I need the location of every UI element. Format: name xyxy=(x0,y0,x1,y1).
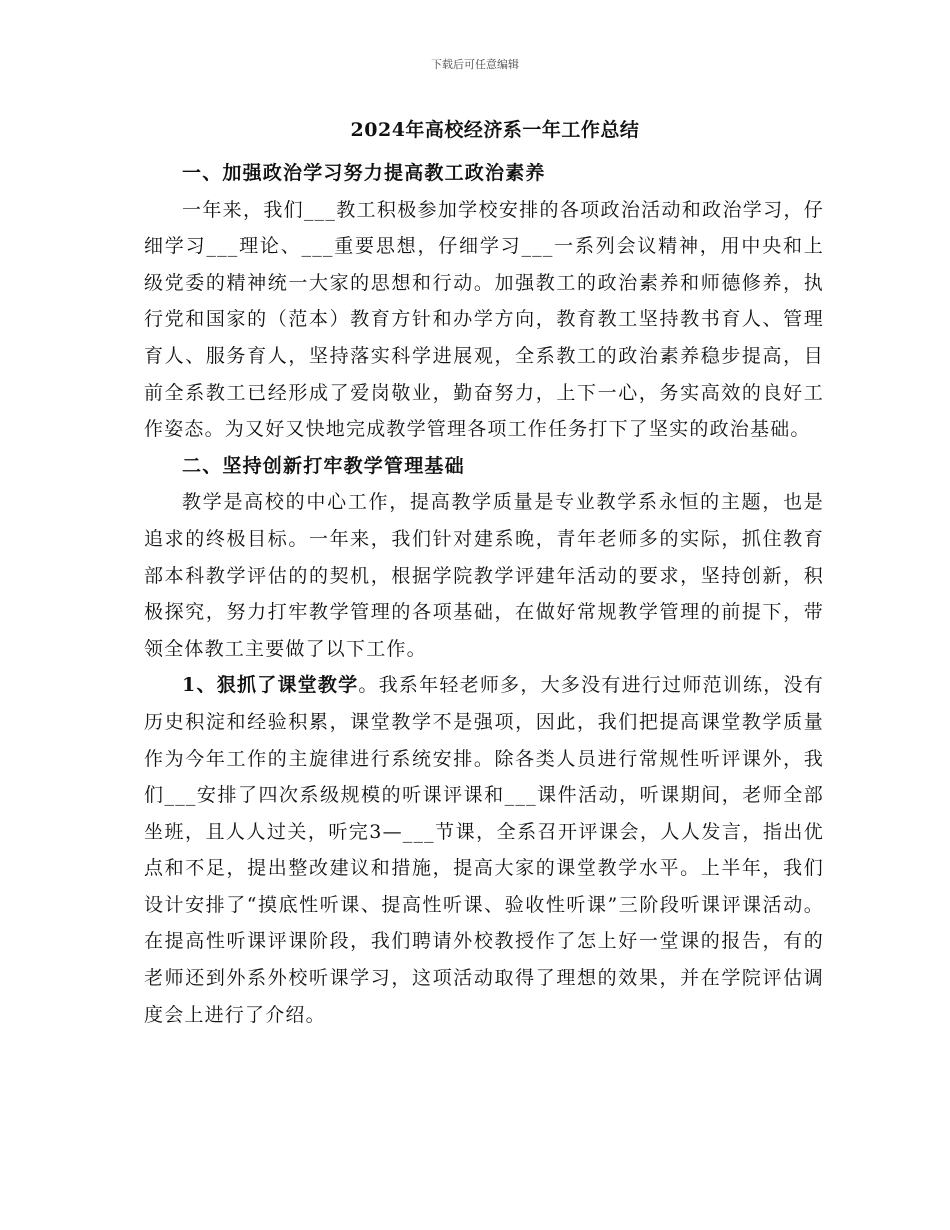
document-title: 2024年高校经济系一年工作总结 xyxy=(350,119,640,141)
section-2-paragraph: 教学是高校的中心工作，提高教学质量是专业教学系永恒的主题，也是追求的终极目标。一年来，我们针对建系晚，青年老师多的实际，抓住教育部本科教学评估的的契机，根据学院教学评建年活动的要求，坚持创新，积极探究，努力打牢教学管理的各项基础，在做好常规教学管理的前提下，带领全体教工主要做了以下工作。 xyxy=(144,491,824,660)
item-1-body: 。我系年轻老师多，大多没有进行过师范训练，没有历史积淀和经验积累，课堂教学不是强项，因此，我们把提高课堂教学质量作为今年工作的主旋律进行系统安排。除各类人员进行常规性听评课外，我们___安排了四次系级规模的听课评课和___课件活动，听课期间，老师全部坐班，且人人过关，听完3—___节课，全系召开评课会，人人发言，指出优点和不足，提出整改建议和措施，提高大家的课堂教学水平。上半年，我们设计安排了“摸底性听课、提高性听课、验收性听课”三阶段听课评课活动。在提高性听课评课阶段，我们聘请外校教授作了怎上好一堂课的报告，有的老师还到外系外校听课学习，这项活动取得了理想的效果，并在学院评估调度会上进行了介绍。 xyxy=(144,674,824,1026)
item-1-lead: 1、狠抓了课堂教学 xyxy=(182,674,359,697)
document-body xyxy=(144,155,824,1033)
item-1-paragraph xyxy=(144,667,824,1033)
section-1-paragraph: 一年来，我们___教工积极参加学校安排的各项政治活动和政治学习，仔细学习___理论、___重要思想，仔细学习___一系列会议精神，用中央和上级党委的精神统一大家的思想和行动。加强教工的政治素养和师德修养，执行党和国家的（范本）教育方针和办学方向，教育教工坚持教书育人、管理育人、服务育人，坚持落实科学进展观，全系教工的政治素养稳步提高，目前全系教工已经形成了爱岗敬业，勤奋努力，上下一心，务实高效的良好工作姿态。为又好又快地完成教学管理各项工作任务打下了坚实的政治基础。 xyxy=(144,198,824,441)
section-1-heading: 一、加强政治学习努力提高教工政治素养 xyxy=(182,162,546,184)
header-note: 下载后可任意编辑 xyxy=(431,58,519,71)
section-2-heading: 二、坚持创新打牢教学管理基础 xyxy=(182,454,465,477)
